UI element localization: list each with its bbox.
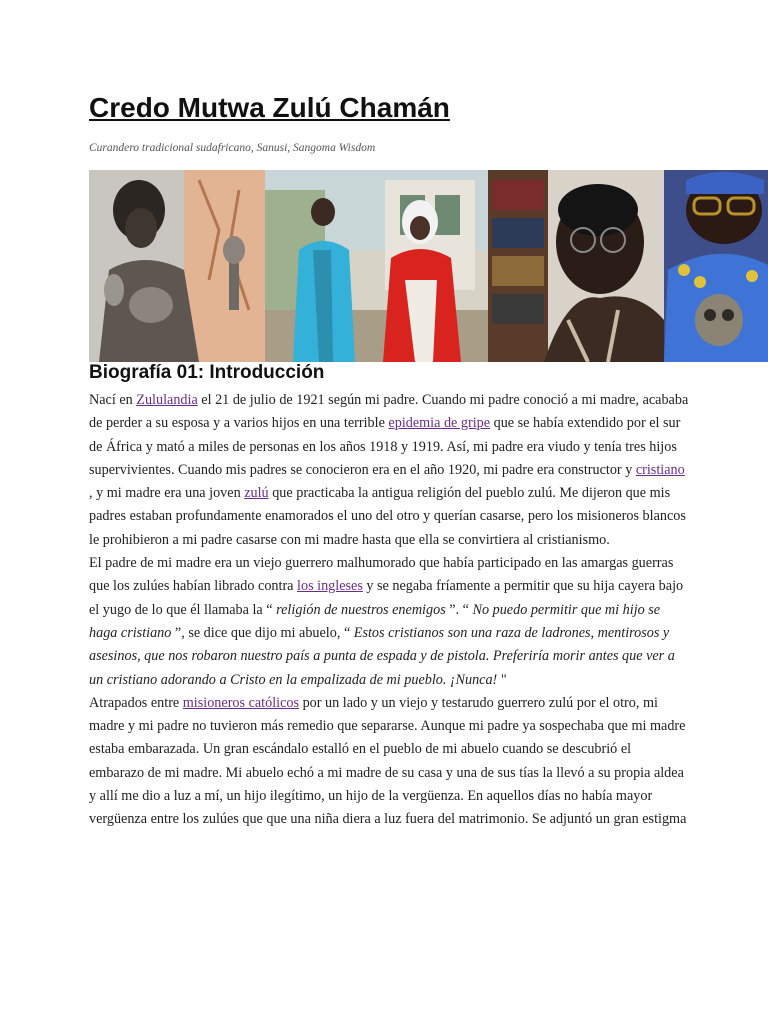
inline-link[interactable]: los ingleses xyxy=(297,578,363,595)
paragraph xyxy=(89,692,689,832)
photo-sepia-portrait xyxy=(89,170,265,362)
body-text: , y mi madre era una joven xyxy=(89,485,245,502)
photo-banner xyxy=(89,170,768,362)
body-text: el 21 de julio de 1921 según mi padre. Cuando mi padre conoció a mi madre, acababa de perder a su esposa y a varios hijos en una terrible xyxy=(89,392,689,432)
body-text: por un lado y un viejo y testarudo guerrero zulú por el otro, mi madre y mi padre no tuvieron más remedio que separarse. Aunque mi padre ya sospechaba que mi madre estaba embarazada. Un gran escándalo estalló en el pueblo de mi abuelo cuando se descubrió el embarazo de mi madre. Mi abuelo echó a mi madre de su casa y una de sus tías la llevó a su propia aldea y allí me dio a luz a mí, un hijo ilegítimo, un hijo de la vergüenza. En aquellos días no había mayor vergüenza entre los zulúes que que una niña diera a luz fuera del matrimonio. Se adjuntó un gran estigma xyxy=(89,694,687,828)
inline-link[interactable]: cristiano xyxy=(635,461,685,478)
paragraph xyxy=(89,552,689,692)
page-title: Credo Mutwa Zulú Chamán xyxy=(89,92,450,123)
photo-healers-outdoors xyxy=(265,170,488,362)
body-text: ”, se dice que dijo mi abuelo, “ xyxy=(171,624,354,641)
body-text: que se había extendido por el sur de África y mató a miles de personas en los años 1918 y 1919. Así, mi padre era viudo y tenía tres hijos supervivientes. Cuando mis padres se conocieron era en el año 1920, mi padre era constructor y xyxy=(89,415,681,478)
body-text: El padre de mi madre era un viejo guerrero malhumorado que había participado en las amargas guerras que los zulúes habían librado contra xyxy=(89,555,674,595)
photo-portrait-bookshelf xyxy=(488,170,664,362)
paragraph xyxy=(89,389,689,552)
biography-text xyxy=(89,389,689,832)
inline-link[interactable]: epidemia de gripe xyxy=(388,415,491,432)
inline-link[interactable]: misioneros católicos xyxy=(182,694,300,711)
section-heading: Biografía 01: Introducción xyxy=(89,362,325,383)
inline-link[interactable]: Zululandia xyxy=(136,392,198,408)
body-text: ”. “ xyxy=(445,601,473,618)
quote-text: No puedo permitir que mi hijo se haga cristiano xyxy=(89,601,661,641)
body-text: Atrapados entre xyxy=(89,694,183,711)
body-text: " xyxy=(497,671,507,688)
body-text: Nací en xyxy=(89,392,137,408)
inline-link[interactable]: zulú xyxy=(244,485,269,502)
body-text: que practicaba la antigua religión del pueblo zulú. Me dijeron que mis padres estaban profundamente enamorados el uno del otro y querían casarse, pero los misioneros blancos le prohibieron a mi padre casarse con mi madre hasta que ella se convirtiera al cristianismo. xyxy=(89,485,686,548)
quote-text: religión de nuestros enemigos xyxy=(276,601,446,618)
quote-text: Estos cristianos son una raza de ladrones, mentirosos y asesinos, que nos robaron nuestro país a punta de espada y de pistola. Preferiría morir antes que ver a un cristiano adorando a Cristo en la empalizada de mi pueblo. ¡Nunca! xyxy=(89,624,675,688)
page-subtitle: Curandero tradicional sudafricano, Sanusi, Sangoma Wisdom xyxy=(89,142,376,154)
photo-portrait-beads xyxy=(664,170,768,362)
body-text: y se negaba fríamente a permitir que su hija cayera bajo el yugo de lo que él llamaba la “ xyxy=(89,578,684,618)
